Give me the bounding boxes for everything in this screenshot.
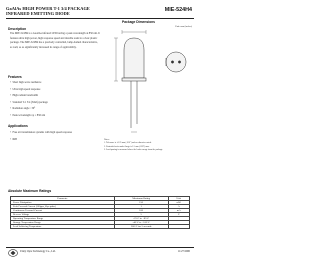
feature-item: • Peak wavelength λp = 850 nm (10, 113, 100, 120)
unit-cell: V (168, 213, 189, 217)
parameter-cell: Reverse Voltage (11, 213, 115, 217)
rating-cell: -25°C to +85°C (114, 217, 168, 221)
unit-cell (168, 225, 189, 229)
company-logo-icon (8, 249, 18, 257)
description-text: The MIE-524H4 is a GaAlAs infrared LED having a peak wavelength at 850 nm. It features ultra high power, high response speed and durable resin in a clear plastic package. The MIE-524H4 has a precisely controlled, lamp-domed characteristics, as well, so as significantly increased its range of applicability. (10, 32, 100, 49)
title-line-2: INFRARED EMITTING DIODE (6, 11, 70, 17)
unit-cell: mA (168, 209, 189, 213)
feature-item: • Ultra high speed response (10, 87, 100, 94)
notes-line: 1. Tolerance is ±0.25 mm (.010") unless otherwise noted. (104, 142, 152, 145)
rating-cell: 100 (114, 209, 168, 213)
notes-line: 2. Protruded resin under flange is 1.5 mm (.059") max. (104, 145, 150, 148)
column-header-rating: Maximum Rating (114, 197, 168, 201)
part-number: MIE-524H4 (164, 7, 192, 13)
unit-cell: mW (168, 201, 189, 205)
application-item: • IRB (10, 138, 100, 143)
column-header-parameter: Parameter (11, 197, 115, 201)
table-row (11, 225, 190, 229)
feature-item: • Standard T-1 3/4 (5mm) package (10, 100, 100, 107)
feature-item: • Short high-wave resilience (10, 80, 100, 87)
feature-item: • Radiation angle : 30° (10, 106, 100, 113)
feature-item: • High radiant bandwidth (10, 93, 100, 100)
ratings-table (10, 196, 190, 229)
package-drawing (102, 24, 194, 138)
parameter-cell: Peak Forward Current (300pps,10μs pulse) (11, 205, 115, 209)
notes-line: Notes: (104, 139, 110, 141)
parameter-cell: Storage Temperature Range (11, 221, 115, 225)
package-unit: Unit: mm (inches) (175, 26, 192, 28)
rating-cell: 1 (114, 205, 168, 209)
rating-cell: 5 (114, 213, 168, 217)
applications-list (10, 131, 100, 143)
document-code: 11/27/2000 (177, 250, 190, 253)
company-name: Unity Opto Technology Co., Ltd. (20, 250, 56, 253)
footer-rule (6, 247, 194, 248)
applications-heading: Applications (8, 124, 28, 128)
header-rule (6, 18, 194, 19)
features-heading: Features (8, 75, 22, 79)
parameter-cell: Operating Temperature Range (11, 217, 115, 221)
package-notes (104, 139, 194, 153)
rating-cell: 150 (114, 201, 168, 205)
ratings-heading: Absolute Maximum Ratings (8, 189, 52, 193)
rating-cell: -40°C to +100°C (114, 221, 168, 225)
parameter-cell: Power Dissipation (11, 201, 115, 205)
package-heading: Package Dimensions (122, 20, 155, 24)
document-title (6, 6, 156, 16)
parameter-cell: Lead Soldering Temperature (11, 225, 115, 229)
rating-cell: 260°C for 5 seconds (114, 225, 168, 229)
features-list (10, 80, 100, 119)
description-heading: Description (8, 27, 27, 31)
notes-line: 3. Lead spacing is measured where the leads emerge from the package. (104, 149, 163, 152)
column-header-unit: Unit (168, 197, 189, 201)
parameter-cell: Continuous Forward Current (11, 209, 115, 213)
title-line-1: GaAlAs HIGH POWER T-1 3/4 PACKAGE (6, 6, 90, 11)
application-item: • Free air transmission systems with high speed response (10, 131, 100, 136)
unit-cell: A (168, 205, 189, 209)
